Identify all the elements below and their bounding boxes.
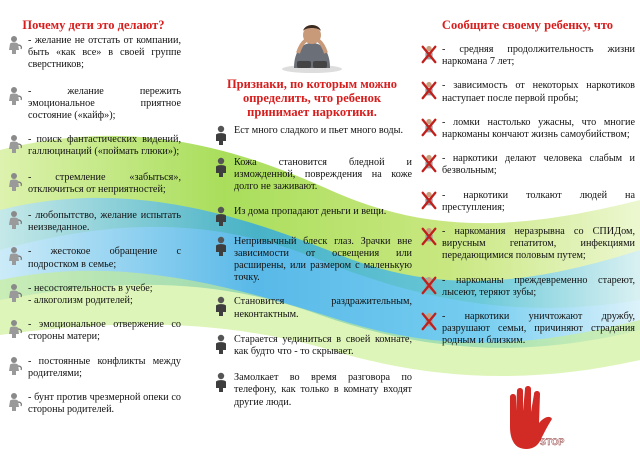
person-icon: [6, 319, 24, 339]
list-item: [6, 86, 181, 123]
thinking-figure-icon: [212, 334, 230, 354]
list-item: [6, 172, 181, 196]
list-item-text: - наркотики толкают людей на преступления;: [442, 189, 635, 213]
person-icon: [6, 356, 24, 376]
list-item: [212, 296, 412, 320]
list-item: [6, 392, 181, 416]
list-item-text: - средняя продолжительность жизни наркомана 7 лет;: [442, 44, 635, 68]
thinking-figure-icon: [212, 236, 230, 256]
crossed-figure-icon: [420, 80, 438, 100]
thinking-figure-icon: [212, 372, 230, 392]
list-item: [6, 356, 181, 380]
crossed-figure-icon: [420, 190, 438, 210]
crossed-figure-icon: [420, 44, 438, 64]
stop-hand-icon: [498, 385, 565, 453]
list-item-text: - наркоманы преждевременно стареют, лысеют, теряют зубы;: [442, 274, 635, 298]
list-item-text: - наркотики делают человека слабым и безвольным;: [442, 153, 635, 177]
list-item: [212, 372, 412, 409]
list-item-text: - жестокое обращение с подростком в семье;: [28, 246, 181, 270]
list-item: [420, 117, 635, 141]
person-icon: [6, 392, 24, 412]
list-item: [420, 311, 635, 348]
list-item: [212, 334, 412, 358]
left-column: [6, 18, 181, 416]
thinking-figure-icon: [212, 206, 230, 226]
person-icon: [6, 172, 24, 192]
list-item: [212, 125, 412, 145]
crossed-figure-icon: [420, 311, 438, 331]
crossed-figure-icon: [420, 153, 438, 173]
list-item: [6, 319, 181, 343]
list-item: [420, 44, 635, 68]
list-item: [6, 246, 181, 270]
list-item-text: - желание пережить эмоциональное приятное состояние («кайф»);: [28, 85, 181, 122]
thinking-figure-icon: [212, 125, 230, 145]
left-title: Почему дети это делают?: [22, 18, 165, 32]
list-item-text: - зависимость от некоторых наркотиков наступает после первой пробы;: [442, 80, 635, 104]
stop-label: STOP: [540, 437, 565, 447]
person-icon: [6, 86, 24, 106]
list-item-text: - постоянные конфликты между родителями;: [28, 355, 181, 379]
list-item: [420, 80, 635, 104]
list-item: [6, 35, 181, 72]
list-item-text: Непривычный блеск глаз. Зрачки вне зависимости от освещения или расширены, или размером с маленькую точку.: [234, 235, 412, 284]
list-item: [6, 210, 181, 234]
list-item: [420, 226, 635, 263]
list-item-text: - любопытство, желание испытать неизведанное.: [28, 210, 181, 234]
thinking-figure-icon: [212, 157, 230, 177]
person-icon: [6, 283, 24, 303]
list-item-text: Старается уединиться в своей комнате, как будто что - то скрывает.: [234, 333, 412, 358]
list-item-text: - желание не отстать от компании, быть «как все» в своей группе сверстников;: [28, 35, 181, 71]
list-item: [212, 157, 412, 194]
list-item-text: Кожа становится бледной и изможденной, повреждения на коже долго не заживают.: [234, 157, 412, 193]
list-item: [6, 283, 181, 307]
list-item-text: Из дома пропадают деньги и вещи.: [234, 205, 387, 217]
list-item-text: Замолкает во время разговора по телефону, как только в комнату входят другие люди.: [234, 372, 412, 408]
middle-title: Признаки, по которым можно определить, что ребенок принимает наркотики.: [226, 77, 398, 119]
list-item: [420, 190, 635, 214]
list-item-text: - наркотики уничтожают дружбу, разрушают семьи, причиняют страдания родным и близким.: [442, 311, 635, 347]
person-icon: [6, 210, 24, 230]
list-item: [420, 275, 635, 299]
crossed-figure-icon: [420, 275, 438, 295]
list-item-text: - несостоятельность в учебе; - алкоголизм родителей;: [28, 282, 153, 307]
list-item-text: - бунт против чрезмерной опеки со стороны родителей.: [28, 392, 181, 416]
list-item-text: Ест много сладкого и пьет много воды.: [234, 125, 403, 136]
sad-person-illustration: [272, 13, 352, 73]
list-item-text: - ломки настолько ужасны, что многие наркоманы кончают жизнь самоубийством;: [442, 116, 635, 141]
crossed-figure-icon: [420, 226, 438, 246]
person-icon: [6, 35, 24, 55]
person-icon: [6, 134, 24, 154]
list-item-text: - эмоциональное отвержение со стороны матери;: [28, 319, 181, 343]
thinking-figure-icon: [212, 296, 230, 316]
middle-column: [212, 13, 412, 409]
list-item: [212, 206, 412, 226]
list-item-text: - стремление «забыться», отключиться от неприятностей;: [28, 171, 181, 195]
right-title: Сообщите своему ребенку, что: [441, 18, 614, 32]
list-item-text: - поиск фантастических видений, галлюцинаций («поймать глюки»);: [28, 134, 181, 158]
crossed-figure-icon: [420, 117, 438, 137]
list-item: [420, 153, 635, 177]
list-item-text: - наркомания неразрывна со СПИДом, вирусным гепатитом, инфекциями передающимися половым путем;: [442, 226, 635, 262]
person-icon: [6, 246, 24, 266]
list-item: [6, 134, 181, 158]
list-item: [212, 236, 412, 285]
right-column: [420, 18, 635, 348]
list-item-text: Становится раздражительным, неконтактным.: [234, 296, 412, 320]
